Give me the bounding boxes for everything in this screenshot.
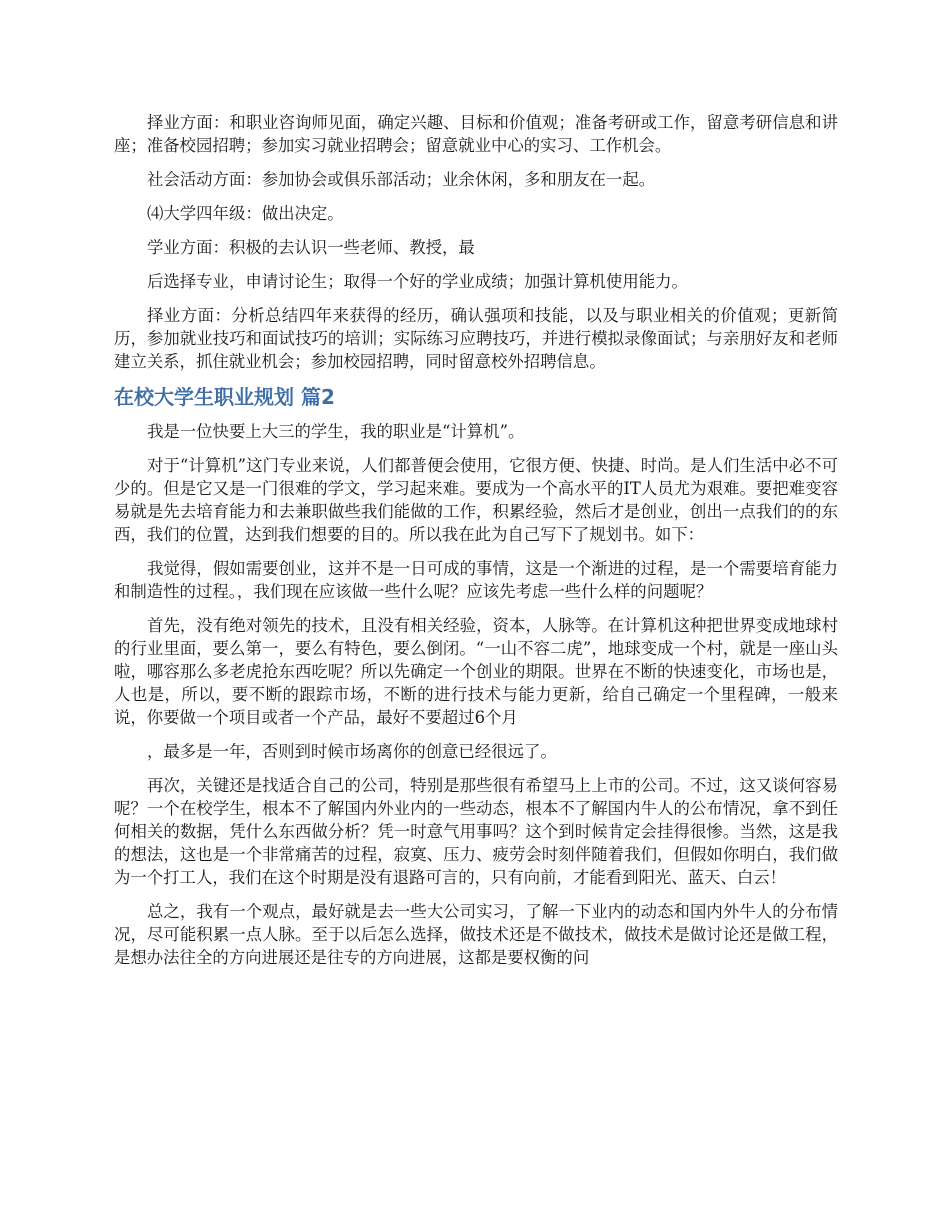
- paragraph: ⑷大学四年级：做出决定。: [147, 204, 344, 223]
- paragraph: 再次，关键还是找适合自己的公司，特别是那些很有希望马上上市的公司。不过，这又谈何容易呢？一个在校学生，根本不了解国内外业内的一些动态，根本不了解国内牛人的公布情况，拿不到任何相关的数据，凭什么东西做分析？凭一时意气用事吗？这个到时候肯定会挂得很惨。当然，这是我的想法，这也是一个非常痛苦的过程，寂寞、压力、疲劳会时刻伴随着我们，但假如你明白，我们做为一个打工人，我们在这个时期是没有退路可言的，只有向前，才能看到阳光、蓝天、白云！: [114, 776, 838, 887]
- section-heading: 在校大学生职业规划 篇2: [114, 385, 335, 409]
- paragraph: 社会活动方面：参加协会或俱乐部活动；业余休闲，多和朋友在一起。: [147, 170, 656, 189]
- paragraph: 择业方面：分析总结四年来获得的经历，确认强项和技能，以及与职业相关的价值观；更新简历，参加就业技巧和面试技巧的培训；实际练习应聘技巧，并进行模拟录像面试；与亲朋好友和老师建立关系，抓住就业机会；参加校园招聘，同时留意校外招聘信息。: [114, 306, 838, 371]
- paragraph: 对于“计算机”这门专业来说，人们都普便会使用，它很方便、快捷、时尚。是人们生活中必不可少的。但是它又是一门很难的学文，学习起来难。要成为一个高水平的IT人员尤为艰难。要把难变容易就是先去培育能力和去兼职做些我们能做的工作，积累经验，然后才是创业，创出一点我们的的东西，我们的位置，达到我们想要的目的。所以我在此为自己写下了规划书。如下：: [114, 456, 838, 544]
- paragraph: 后选择专业，申请讨论生；取得一个好的学业成绩；加强计算机使用能力。: [147, 272, 688, 291]
- paragraph: 我是一位快要上大三的学生，我的职业是“计算机”。: [147, 422, 525, 441]
- paragraph: 学业方面：积极的去认识一些老师、教授，最: [147, 238, 475, 257]
- paragraph: 首先，没有绝对领先的技术，且没有相关经验，资本，人脉等。在计算机这种把世界变成地球村的行业里面，要么第一，要么有特色，要么倒闭。“一山不容二虎”，地球变成一个村，就是一座山头啦，哪容那么多老虎抢东西吃呢？所以先确定一个创业的期限。世界在不断的快速变化，市场也是，人也是，所以，要不断的跟踪市场，不断的进行技术与能力更新，给自己确定一个里程碑，一般来说，你要做一个项目或者一个产品，最好不要超过6个月: [114, 616, 838, 727]
- paragraph: 我觉得，假如需要创业，这并不是一日可成的事情，这是一个渐进的过程，是一个需要培育能力和制造性的过程。，我们现在应该做一些什么呢？应该先考虑一些什么样的问题呢？: [114, 559, 838, 601]
- document-page: [114, 111, 838, 980]
- paragraph: 择业方面：和职业咨询师见面，确定兴趣、目标和价值观；准备考研或工作，留意考研信息和讲座；准备校园招聘；参加实习就业招聘会；留意就业中心的实习、工作机会。: [114, 113, 838, 155]
- paragraph: ，最多是一年，否则到时候市场离你的创意已经很远了。: [147, 742, 557, 761]
- paragraph: 总之，我有一个观点，最好就是去一些大公司实习，了解一下业内的动态和国内外牛人的分布情况，尽可能积累一点人脉。至于以后怎么选择，做技术还是不做技术，做技术是做讨论还是做工程，是想办法往全的方向进展还是往专的方向进展，这都是要权衡的问: [114, 902, 838, 967]
